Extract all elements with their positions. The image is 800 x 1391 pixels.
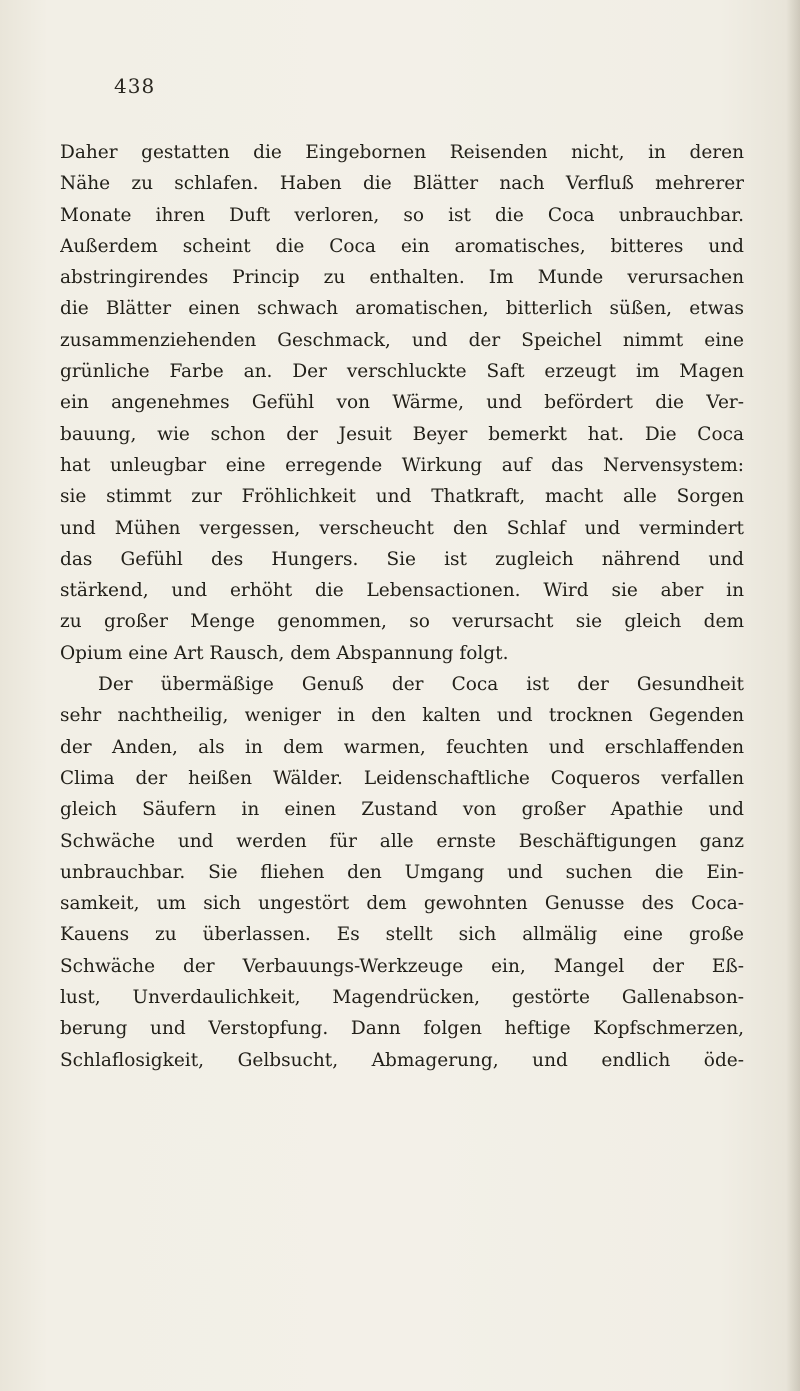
text-line: samkeit, um sich ungestört dem gewohnten Genusse des Coca- [60, 893, 744, 915]
text-line: Opium eine Art Rausch, dem Abspannung folgt. [60, 642, 509, 664]
page-number: 438 [114, 74, 156, 98]
body-text [60, 137, 744, 1076]
text-line: berung und Verstopfung. Dann folgen heftige Kopfschmerzen, [60, 1018, 744, 1040]
text-line: Außerdem scheint die Coca ein aromatisches, bitteres und [60, 235, 744, 257]
text-line: das Gefühl des Hungers. Sie ist zugleich nährend und [60, 548, 744, 570]
text-line: zu großer Menge genommen, so verursacht sie gleich dem [60, 611, 744, 633]
text-line: Kauens zu überlassen. Es stellt sich allmälig eine große [60, 924, 744, 946]
text-line: gleich Säufern in einen Zustand von großer Apathie und [60, 799, 744, 821]
text-line: lust, Unverdaulichkeit, Magendrücken, gestörte Gallenabson- [60, 987, 744, 1009]
text-line: bauung, wie schon der Jesuit Beyer bemerkt hat. Die Coca [60, 423, 744, 445]
text-line: Monate ihren Duft verloren, so ist die Coca unbrauchbar. [60, 204, 744, 226]
text-line: die Blätter einen schwach aromatischen, bitterlich süßen, etwas [60, 298, 744, 320]
text-line: sie stimmt zur Fröhlichkeit und Thatkraft, macht alle Sorgen [60, 486, 744, 508]
text-line: Nähe zu schlafen. Haben die Blätter nach Verfluß mehrerer [60, 173, 744, 195]
text-line: Der übermäßige Genuß der Coca ist der Gesundheit [98, 674, 744, 696]
text-line: sehr nachtheilig, weniger in den kalten und trocknen Gegenden [60, 705, 744, 727]
text-line: unbrauchbar. Sie fliehen den Umgang und suchen die Ein- [60, 861, 744, 883]
text-line: Schwäche der Verbauungs-Werkzeuge ein, Mangel der Eß- [60, 955, 744, 977]
text-line: Schlaflosigkeit, Gelbsucht, Abmagerung, und endlich öde- [60, 1049, 744, 1071]
text-line: Daher gestatten die Eingebornen Reisenden nicht, in deren [60, 142, 744, 163]
text-line: abstringirendes Princip zu enthalten. Im Munde verursachen [60, 267, 744, 289]
text-line: zusammenziehenden Geschmack, und der Speichel nimmt eine [60, 329, 744, 351]
text-line: hat unleugbar eine erregende Wirkung auf das Nervensystem: [60, 454, 744, 476]
text-line: stärkend, und erhöht die Lebensactionen. Wird sie aber in [60, 580, 744, 602]
page-edge-shadow [786, 0, 800, 1391]
text-line: Clima der heißen Wälder. Leidenschaftliche Coqueros verfallen [60, 767, 744, 789]
text-line: der Anden, als in dem warmen, feuchten und erschlaffenden [60, 736, 744, 758]
text-line: grünliche Farbe an. Der verschluckte Saft erzeugt im Magen [60, 361, 744, 383]
text-line: ein angenehmes Gefühl von Wärme, und befördert die Ver- [60, 392, 744, 414]
text-line: Schwäche und werden für alle ernste Beschäftigungen ganz [60, 830, 744, 852]
text-line: und Mühen vergessen, verscheucht den Schlaf und vermindert [60, 517, 744, 539]
